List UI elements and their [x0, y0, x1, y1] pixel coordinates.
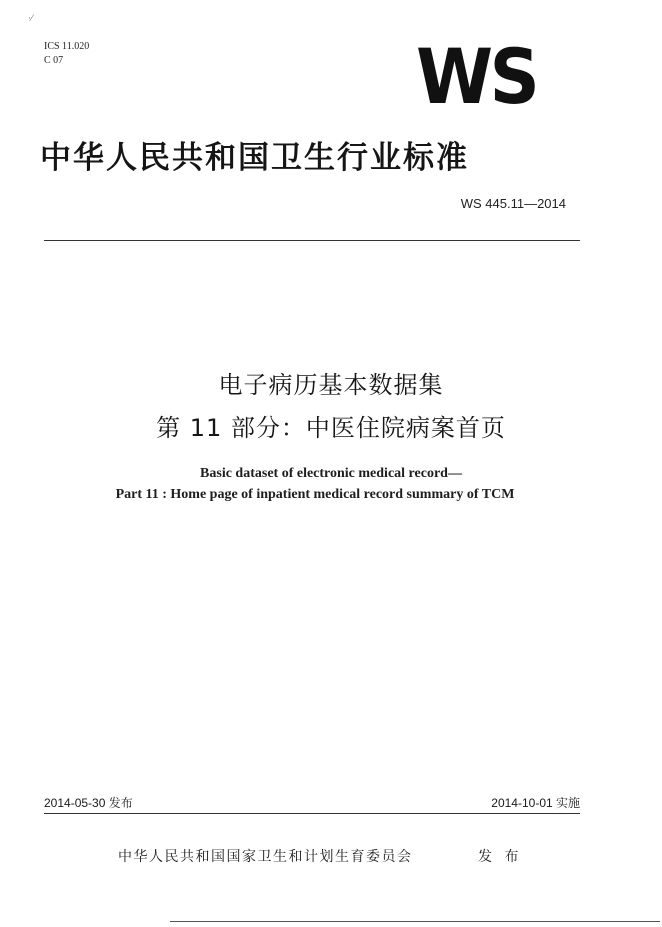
- page-edge-line: [170, 921, 660, 922]
- ics-code: ICS 11.020: [44, 41, 90, 52]
- scan-mark-icon: ·⁄: [28, 14, 33, 24]
- english-title-line2: Part 11 : Home page of inpatient medical record summary of TCM: [115, 487, 515, 502]
- chinese-title-line1: 电子病历基本数据集: [218, 371, 444, 399]
- english-title-line1: Basic dataset of electronic medical record—: [200, 466, 462, 481]
- issuing-action: 发 布: [478, 849, 523, 865]
- issue-date: 2014-05-30 发布: [44, 796, 133, 810]
- ws-logo: WS: [416, 32, 537, 121]
- standard-number: WS 445.11—2014: [460, 196, 566, 211]
- issuing-authority: 中华人民共和国国家卫生和计划生育委员会: [118, 849, 413, 865]
- classification-codes: [44, 40, 89, 68]
- standard-category-title: 中华人民共和国卫生行业标准: [40, 140, 469, 176]
- implementation-date: 2014-10-01 实施: [491, 796, 580, 810]
- top-divider: [44, 240, 580, 241]
- ccs-code: C 07: [44, 55, 64, 66]
- bottom-divider: [44, 813, 580, 814]
- chinese-title-line2: 第 11 部分：中医住院病案首页: [156, 414, 506, 442]
